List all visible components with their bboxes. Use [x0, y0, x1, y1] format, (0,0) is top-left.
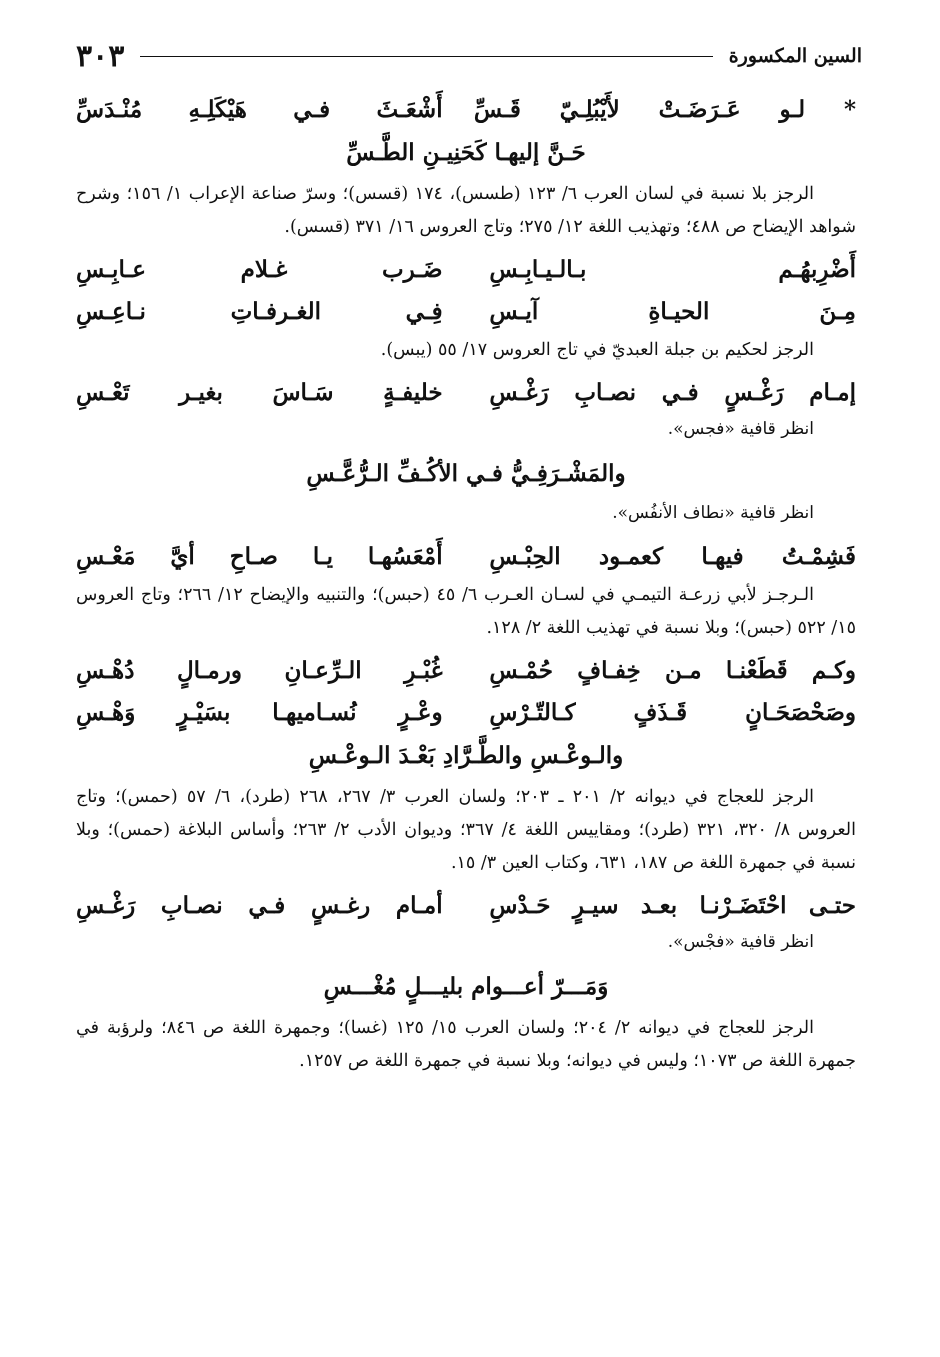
source-note: الرجز بلا نسبة في لسان العرب ٦/ ١٢٣ (طسس)، ١٧٤ (قسس)؛ وسرّ صناعة الإعراب ١/ ١٥٦؛ وشرح شواهد الإيضاح ص ٤٨٨؛ وتهذيب اللغة ١٢/ ٢٧٥؛ وتاج العروس ١٦/ ٣٧١ (قسس).: [76, 184, 856, 237]
verse-first-hemistich: مِـنَ الحيـاةِ آيـسِ: [489, 297, 856, 325]
verse-line: [76, 371, 856, 413]
page-number: ٣٠٣: [76, 38, 125, 74]
verse-first-hemistich: إمـام رَغْـسٍ فـي نصـابِ رَغْـسِ: [489, 378, 856, 406]
verse-first-hemistich: * لـو عَـرَضَـتْ لأَيْبُلِـيّ قَـسِّ: [473, 95, 856, 123]
source-note: الرجز لحكيم بن جبلة العبديّ في تاج العروس ١٧/ ٥٥ (يبس).: [380, 340, 814, 360]
verse-line: [76, 535, 856, 577]
centered-verse: والمَشْـرَفِـيُّ فـي الأكُـفِّ الـرُّعَّـسِ: [306, 460, 626, 487]
verse-line: [76, 649, 856, 691]
centered-verse: والـوعْـسِ والطَّـرَّادِ بَعْـدَ الـوعْـسِ: [308, 742, 624, 769]
verse-line: [76, 248, 856, 290]
source-note: الـرجـز لأبي زرعـة التيمـي في لسـان العـرب ٦/ ٤٥ (حبس)؛ والتنبيه والإيضاح ١٢/ ٢٦٦؛ وتاج العروس ١٥/ ٥٢٢ (حبس)؛ وبلا نسبة في تهذيب اللغة ٢/ ١٢٨.: [76, 585, 856, 638]
verse-second-hemistich: غُبْـرِ الـرِّعـانِ ورمـالٍ دُهْـسِ: [76, 656, 443, 684]
verse-second-hemistich: فِـي الغـرفـاتِ نـاعِـسِ: [76, 297, 443, 325]
verse-first-hemistich: حتـى احْتَضَـرْنـا بعـد سيـرٍ حَـدْسِ: [489, 891, 856, 919]
verse-line: [76, 691, 856, 733]
page-body: [76, 88, 856, 1082]
verse-line: [76, 884, 856, 926]
centered-verse: وَمَـــرّ أعـــوام بليـــلٍ مُغْـــسِ: [323, 973, 609, 1000]
verse-first-hemistich: فَشِمْـتُ فيهـا كعمـود الحِبْـسِ: [489, 542, 856, 570]
verse-line: [76, 290, 856, 332]
running-header: [76, 36, 862, 76]
cross-reference: انظر قافية «فجس».: [667, 419, 814, 439]
verse-line: [76, 88, 856, 130]
verse-first-hemistich: أَضْرِبهُـم بـالـيـابِـسِ: [489, 255, 856, 283]
header-title: السين المكسورة: [728, 45, 862, 67]
verse-second-hemistich: أَشْعَـثَ فـي هَيْكَلِـهِ مُنْـدَسِّ: [76, 95, 443, 123]
verse-first-hemistich: وكـم قَطَعْنـا مـن خِفـافٍ حُمْـسِ: [489, 656, 856, 684]
source-note: الرجز للعجاج في ديوانه ٢/ ٢٠٤؛ ولسان العرب ١٥/ ١٢٥ (غسا)؛ وجمهرة اللغة ص ٨٤٦؛ ولرؤبة في جمهرة اللغة ص ١٠٧٣؛ وليس في ديوانه؛ وبلا نسبة في جمهرة اللغة ص ١٢٥٧.: [76, 1018, 856, 1071]
source-note: الرجز للعجاج في ديوانه ٢/ ٢٠١ ـ ٢٠٣؛ ولسان العرب ٣/ ٢٦٧، ٢٦٨ (طرد)، ٦/ ٥٧ (حمس)؛ وتاج العروس ٨/ ٣٢٠، ٣٢١ (طرد)؛ ومقاييس اللغة ٤/ ٣٦٧؛ وديوان الأدب ٢/ ٢٦٣؛ وأساس البلاغة (حمس)؛ وبلا نسبة في جمهرة اللغة ص ١٨٧، ٦٣١، وكتاب العين ٣/ ١٥.: [76, 787, 856, 873]
verse-second-hemistich: أمـام رغـسٍ فـي نصـابِ رَغْـسِ: [76, 891, 443, 919]
verse-second-hemistich: أَمْعَسُهـا يـا صـاحِ أيَّ مَعْـسِ: [76, 542, 443, 570]
verse-second-hemistich: خليفـةٍ سَـاسَ بغيـر تَعْـسِ: [76, 378, 443, 406]
header-rule: [140, 56, 712, 57]
verse-second-hemistich: ضَـرب غـلام عـابِـسِ: [76, 255, 443, 283]
verse-first-hemistich: وصَحْصَحَـانٍ قَـذَفٍ كـالتّـرْسِ: [489, 698, 856, 726]
verse-second-hemistich: وعْـرٍ نُسـاميهـا بسَيْـرٍ وَهْـسِ: [76, 698, 443, 726]
cross-reference: انظر قافية «نطاف الأنفُس».: [612, 503, 814, 523]
centered-verse: حَـنَّ إليهـا كَحَنِيـنِ الطَّـسِّ: [346, 139, 586, 166]
cross-reference: انظر قافية «فجْس».: [667, 932, 814, 952]
